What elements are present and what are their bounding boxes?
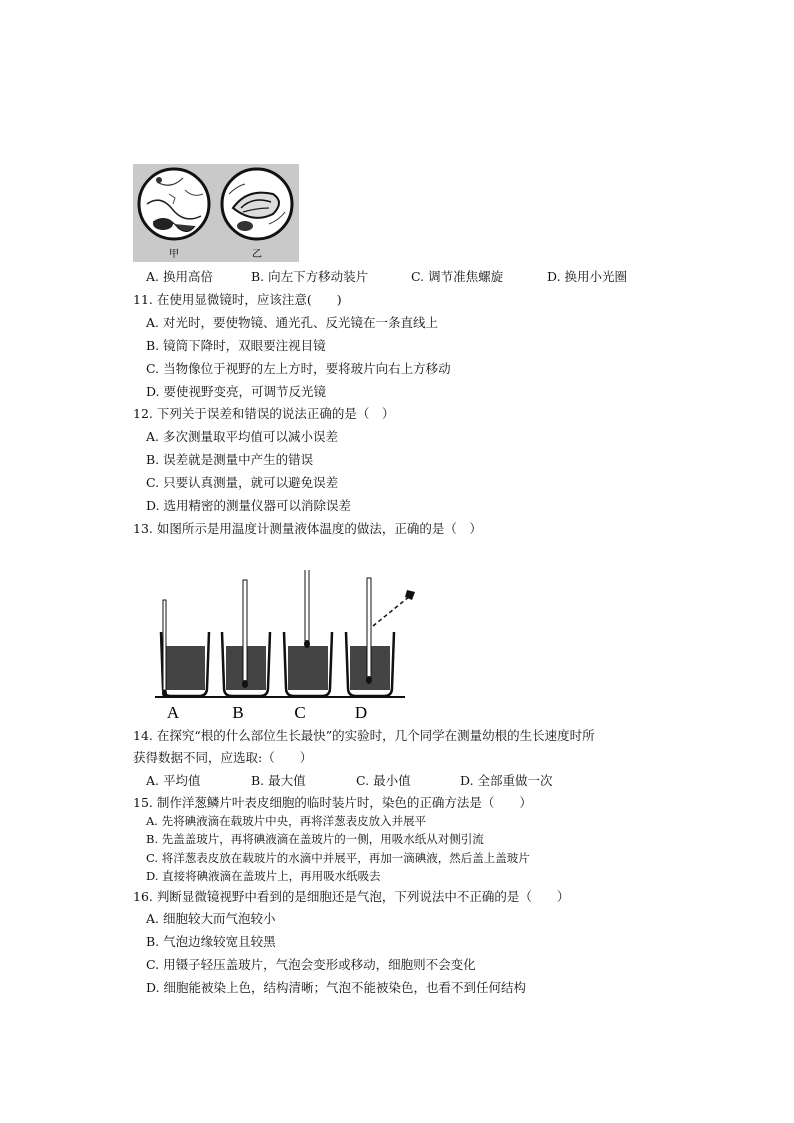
field-jia: [139, 169, 209, 239]
q10-option-a[interactable]: A. 换用高倍: [146, 269, 213, 284]
q10-options: [146, 269, 627, 285]
q11-stem: 11. 在使用显微镜时，应该注意( ): [133, 292, 342, 307]
label-c: C: [294, 703, 306, 720]
field-yi: [222, 169, 292, 239]
label-d: D: [354, 703, 368, 720]
q16-option-d[interactable]: D. 细胞能被染上色，结构清晰；气泡不能被染色，也看不到任何结构: [146, 980, 527, 995]
q12-stem: 12. 下列关于误差和错误的说法正确的是（ ）: [133, 406, 395, 421]
q12-option-d[interactable]: D. 选用精密的测量仪器可以消除误差: [146, 498, 352, 513]
q15-option-a[interactable]: A. 先将碘液滴在载玻片中央，再将洋葱表皮放入并展平: [146, 814, 427, 828]
q15-stem: 15. 制作洋葱鳞片叶表皮细胞的临时装片时，染色的正确方法是（ ）: [133, 795, 532, 810]
thermometer-figure: [155, 570, 420, 720]
q14-stem-line2: 获得数据不同，应选取:（ ）: [133, 750, 313, 765]
q10-option-d[interactable]: D. 换用小光圈: [547, 269, 628, 284]
q12-option-c[interactable]: C. 只要认真测量，就可以避免误差: [146, 475, 339, 490]
beaker-a: [161, 600, 209, 697]
q13-stem: 13. 如图所示是用温度计测量液体温度的做法，正确的是（ ）: [133, 521, 482, 536]
label-jia: 甲: [169, 249, 179, 260]
q11-option-b[interactable]: B. 镜筒下降时，双眼要注视目镜: [146, 338, 326, 353]
q14-options: [146, 773, 553, 789]
q16-option-b[interactable]: B. 气泡边缘较宽且较黑: [146, 934, 276, 949]
thermometer-beakers-illustration: [155, 570, 420, 720]
q16-option-c[interactable]: C. 用镊子轻压盖玻片，气泡会变形或移动，细胞则不会变化: [146, 957, 476, 972]
q12-option-a[interactable]: A. 多次测量取平均值可以减小误差: [146, 429, 338, 444]
q12-option-b[interactable]: B. 误差就是测量中产生的错误: [146, 452, 314, 467]
label-a: A: [166, 703, 180, 720]
q11-option-a[interactable]: A. 对光时，要使物镜、通光孔、反光镜在一条直线上: [146, 315, 438, 330]
q11-option-d[interactable]: D. 要使视野变亮，可调节反光镜: [146, 384, 327, 399]
q10-option-c[interactable]: C. 调节准焦螺旋: [411, 269, 504, 284]
q14-option-b[interactable]: B. 最大值: [251, 773, 306, 788]
q14-option-c[interactable]: C. 最小值: [356, 773, 411, 788]
q15-option-b[interactable]: B. 先盖盖玻片，再将碘液滴在盖玻片的一侧，用吸水纸从对侧引流: [146, 832, 484, 846]
beaker-d: [346, 578, 415, 696]
q14-option-a[interactable]: A. 平均值: [146, 773, 201, 788]
q14-stem-line1: 14. 在探究“根的什么部位生长最快”的实验时，几个同学在测量幼根的生长速度时所: [133, 728, 595, 743]
microscope-fields-illustration: [133, 164, 299, 262]
q16-stem: 16. 判断显微镜视野中看到的是细胞还是气泡，下列说法中不正确的是（ ）: [133, 889, 570, 904]
q10-option-b[interactable]: B. 向左下方移动装片: [251, 269, 369, 284]
beaker-c: [284, 570, 332, 696]
q11-option-c[interactable]: C. 当物像位于视野的左上方时，要将玻片向右上方移动: [146, 361, 451, 376]
beaker-b: [222, 580, 270, 696]
label-yi: 乙: [252, 249, 262, 260]
microscope-view-figure: [133, 164, 299, 262]
q15-option-d[interactable]: D. 直接将碘液滴在盖玻片上，再用吸水纸吸去: [146, 869, 381, 883]
q16-option-a[interactable]: A. 细胞较大而气泡较小: [146, 911, 276, 926]
q15-option-c[interactable]: C. 将洋葱表皮放在载玻片的水滴中并展平，再加一滴碘液，然后盖上盖玻片: [146, 851, 530, 865]
q14-option-d[interactable]: D. 全部重做一次: [460, 773, 553, 788]
label-b: B: [232, 703, 244, 720]
